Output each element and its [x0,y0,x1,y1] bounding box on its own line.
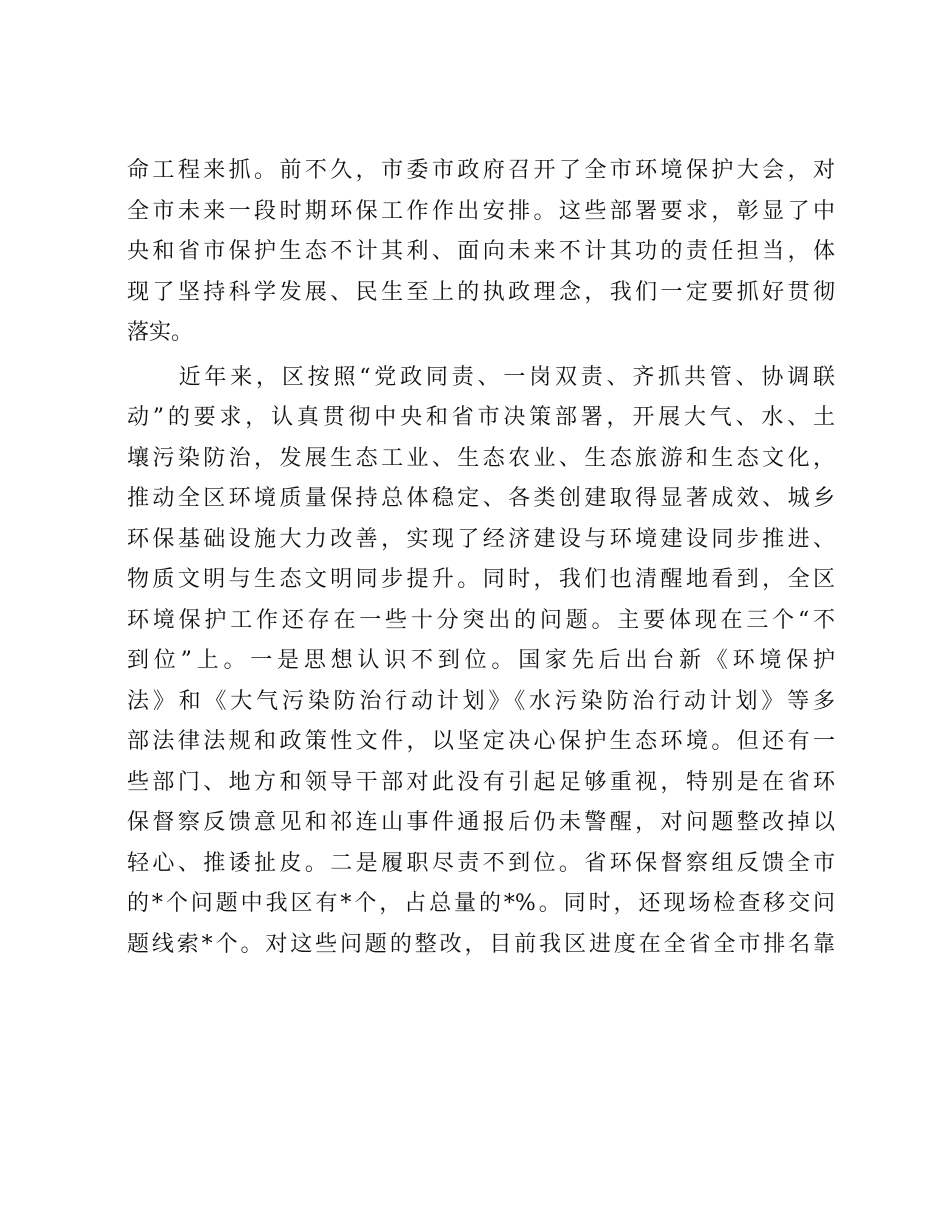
text-line: 物质文明与生态文明同步提升。同时，我们也清醒地看到，全区 [127,567,835,592]
text-line: 环境保护工作还存在一些十分突出的问题。主要体现在三个“不 [127,607,835,633]
text-line: 的*个问题中我区有*个，占总量的*%。同时，还现场检查移交问 [127,891,835,916]
text-line: 到位”上。一是思想认识不到位。国家先后出台新《环境保护 [127,648,835,673]
text-line: 部法律法规和政策性文件，以坚定决心保护生态环境。但还有一 [127,729,835,754]
text-line: 题线索*个。对这些问题的整改，目前我区进度在全省全市排名靠 [127,931,835,957]
text-line: 些部门、地方和领导干部对此没有引起足够重视，特别是在省环 [127,769,835,795]
text-line: 近年来，区按照“党政同责、一岗双责、齐抓共管、协调联 [127,364,835,390]
text-line: 动”的要求，认真贯彻中央和省市决策部署，开展大气、水、土 [127,405,835,430]
paragraph-1 [127,151,835,354]
text-line: 央和省市保护生态不计其利、面向未来不计其功的责任担当，体 [127,239,835,264]
text-line: 壤污染防治，发展生态工业、生态农业、生态旅游和生态文化， [127,445,835,471]
document-body [127,151,835,965]
text-line: 落实。 [127,320,194,345]
text-line: 推动全区环境质量保持总体稳定、各类创建取得显著成效、城乡 [127,486,835,511]
paragraph-2 [127,358,835,966]
text-line: 全市未来一段时期环保工作作出安排。这些部署要求，彰显了中 [127,198,835,224]
text-line: 现了坚持科学发展、民生至上的执政理念，我们一定要抓好贯彻 [127,279,835,305]
text-line: 保督察反馈意见和祁连山事件通报后仍未警醒，对问题整改掉以 [127,810,835,835]
text-line: 环保基础设施大力改善，实现了经济建设与环境建设同步推进、 [127,526,835,552]
text-line: 法》和《大气污染防治行动计划》《水污染防治行动计划》等多 [127,688,835,714]
text-line: 轻心、推诿扯皮。二是履职尽责不到位。省环保督察组反馈全市 [127,850,835,876]
text-line: 命工程来抓。前不久，市委市政府召开了全市环境保护大会，对 [127,158,835,183]
